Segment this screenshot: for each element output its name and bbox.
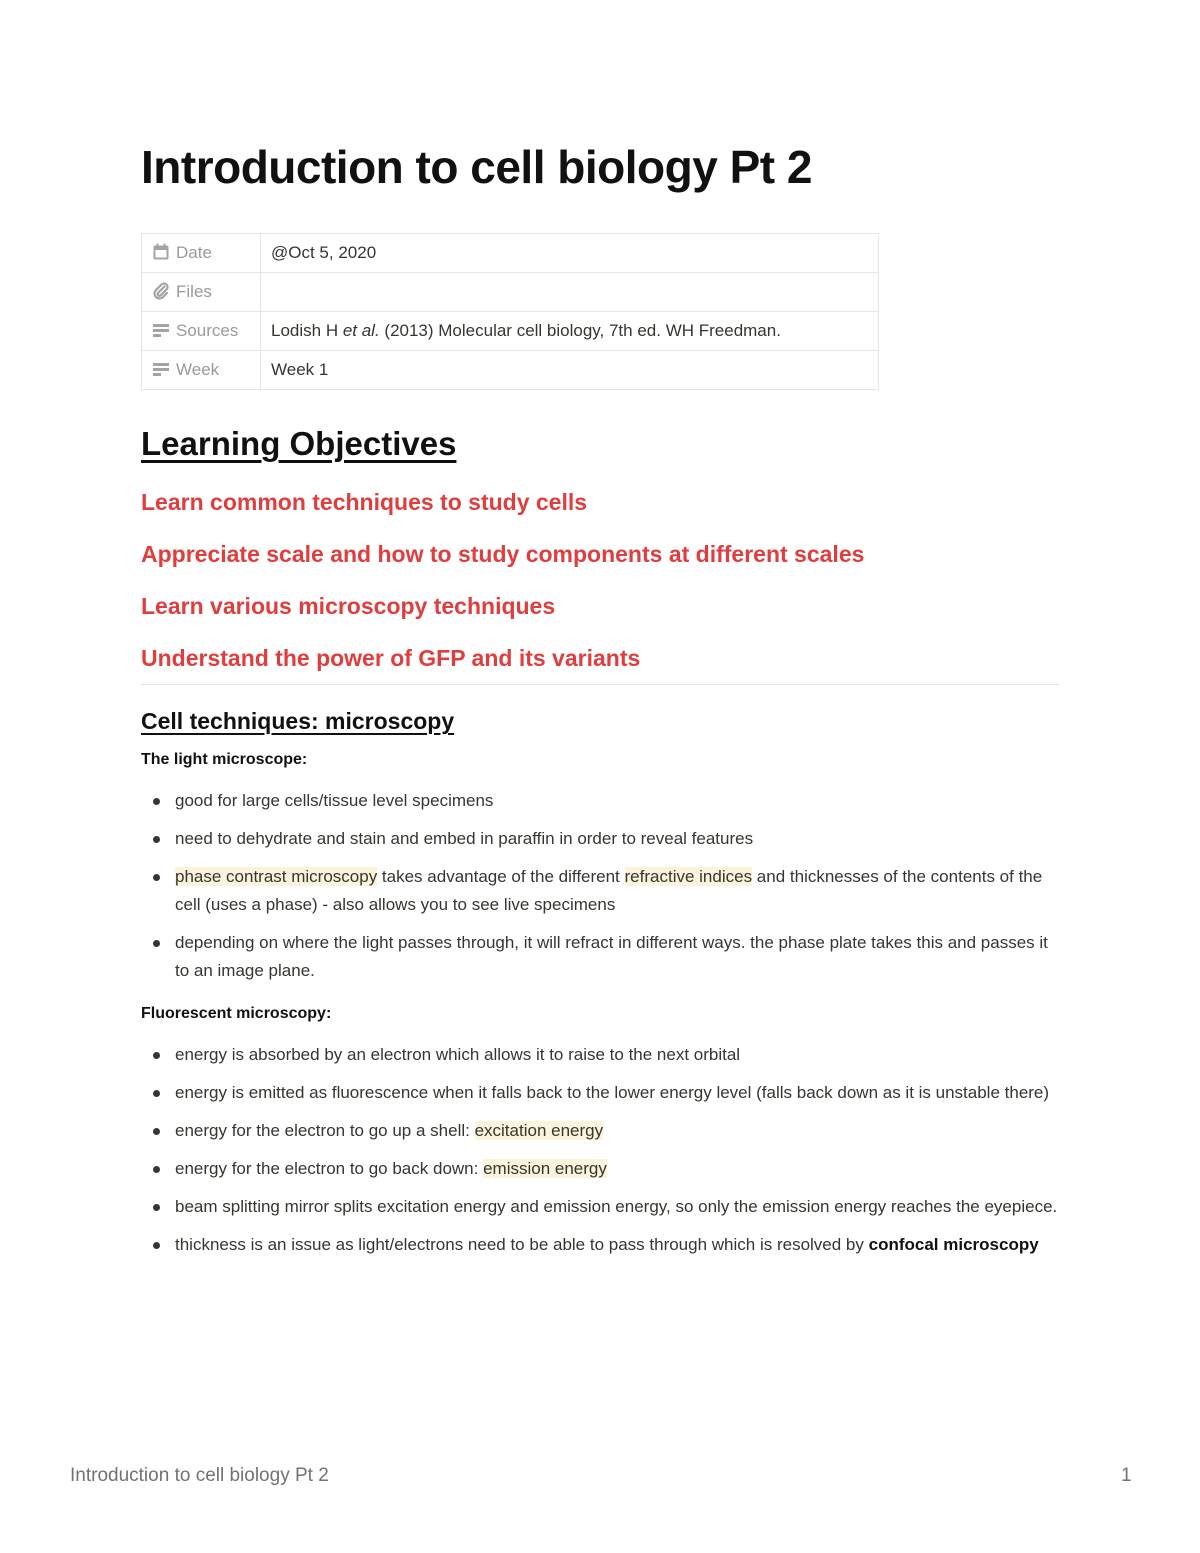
light-microscope-list (141, 787, 1059, 995)
objective-item: Appreciate scale and how to study components at different scales (141, 541, 865, 567)
list-item-text: good for large cells/tissue level specimens (175, 791, 494, 810)
light-microscope-label: The light microscope: (141, 751, 308, 768)
highlight-text: refractive indices (624, 867, 753, 886)
text-icon (152, 321, 170, 339)
list-item-text: takes advantage of the different (377, 867, 625, 886)
paperclip-icon (152, 282, 170, 300)
list-item-text: energy is absorbed by an electron which allows it to raise to the next orbital (175, 1045, 741, 1064)
property-row-sources (142, 312, 879, 351)
bullet-icon (153, 874, 160, 881)
bullet-icon (153, 1090, 160, 1097)
section-heading: Cell techniques: microscopy (141, 708, 455, 734)
property-row-files (142, 273, 879, 312)
list-item (141, 1117, 1059, 1145)
source-citation: (2013) Molecular cell biology, 7th ed. WH Freedman. (379, 321, 781, 340)
objective-item: Learn common techniques to study cells (141, 489, 588, 515)
list-item (141, 1193, 1059, 1221)
bullet-icon (153, 1242, 160, 1249)
divider (141, 684, 1059, 685)
property-key (142, 234, 261, 273)
list-item (141, 787, 1059, 815)
footer-title: Introduction to cell biology Pt 2 (70, 1465, 329, 1486)
highlight-text: emission energy (483, 1159, 607, 1178)
bullet-icon (153, 1166, 160, 1173)
bullet-icon (153, 1204, 160, 1211)
list-item-text: need to dehydrate and stain and embed in paraffin in order to reveal features (175, 829, 754, 848)
list-item-text: thickness is an issue as light/electrons need to be able to pass through which is resolved by (175, 1235, 869, 1254)
list-item-text: energy is emitted as fluorescence when it falls back to the lower energy level (falls back down as it is unstable there) (175, 1083, 1050, 1102)
property-value[interactable] (261, 273, 879, 312)
calendar-icon (152, 243, 170, 261)
bullet-icon (153, 798, 160, 805)
bullet-icon (153, 1052, 160, 1059)
property-key-label: Week (176, 360, 220, 379)
bold-text: confocal microscopy (868, 1235, 1039, 1254)
property-value[interactable] (261, 312, 879, 351)
list-item (141, 929, 1059, 985)
list-item-text: energy for the electron to go up a shell: (175, 1121, 475, 1140)
list-item-text: energy for the electron to go back down: (175, 1159, 484, 1178)
bullet-icon (153, 1128, 160, 1135)
list-item (141, 1041, 1059, 1069)
text-icon (152, 360, 170, 378)
list-item-text: depending on where the light passes through, it will refract in different ways. the phase plate takes this and passes it to an image plane. (175, 933, 1048, 980)
list-item-text: and thicknesses of the contents of the cell (uses a phase) - also allows you to see live specimens (175, 867, 1043, 914)
property-row-date (142, 234, 879, 273)
source-author: Lodish H (271, 321, 343, 340)
property-key (142, 312, 261, 351)
highlight-text: excitation energy (474, 1121, 604, 1140)
properties-table (141, 233, 879, 390)
property-key (142, 273, 261, 312)
fluorescent-microscopy-label: Fluorescent microscopy: (141, 1005, 332, 1022)
bullet-icon (153, 940, 160, 947)
list-item (141, 1231, 1059, 1259)
list-item (141, 1079, 1059, 1107)
objective-item: Understand the power of GFP and its variants (141, 645, 641, 671)
fluorescent-microscopy-list (141, 1041, 1059, 1269)
source-et-al: et al. (342, 321, 380, 340)
list-item (141, 1155, 1059, 1183)
bullet-icon (153, 836, 160, 843)
property-key-label: Sources (176, 321, 239, 340)
learning-objectives-heading: Learning Objectives (141, 425, 457, 462)
list-item (141, 825, 1059, 853)
highlight-text: phase contrast microscopy (175, 867, 378, 886)
property-value[interactable]: Week 1 (261, 351, 879, 390)
page-number: 1 (1121, 1465, 1132, 1486)
property-row-week (142, 351, 879, 390)
property-key (142, 351, 261, 390)
page-title: Introduction to cell biology Pt 2 (141, 141, 812, 193)
list-item-text: beam splitting mirror splits excitation energy and emission energy, so only the emission energy reaches the eyepiece. (175, 1197, 1058, 1216)
list-item (141, 863, 1059, 919)
property-key-label: Files (176, 282, 212, 301)
property-value[interactable]: @Oct 5, 2020 (261, 234, 879, 273)
objective-item: Learn various microscopy techniques (141, 593, 556, 619)
property-key-label: Date (176, 243, 212, 262)
